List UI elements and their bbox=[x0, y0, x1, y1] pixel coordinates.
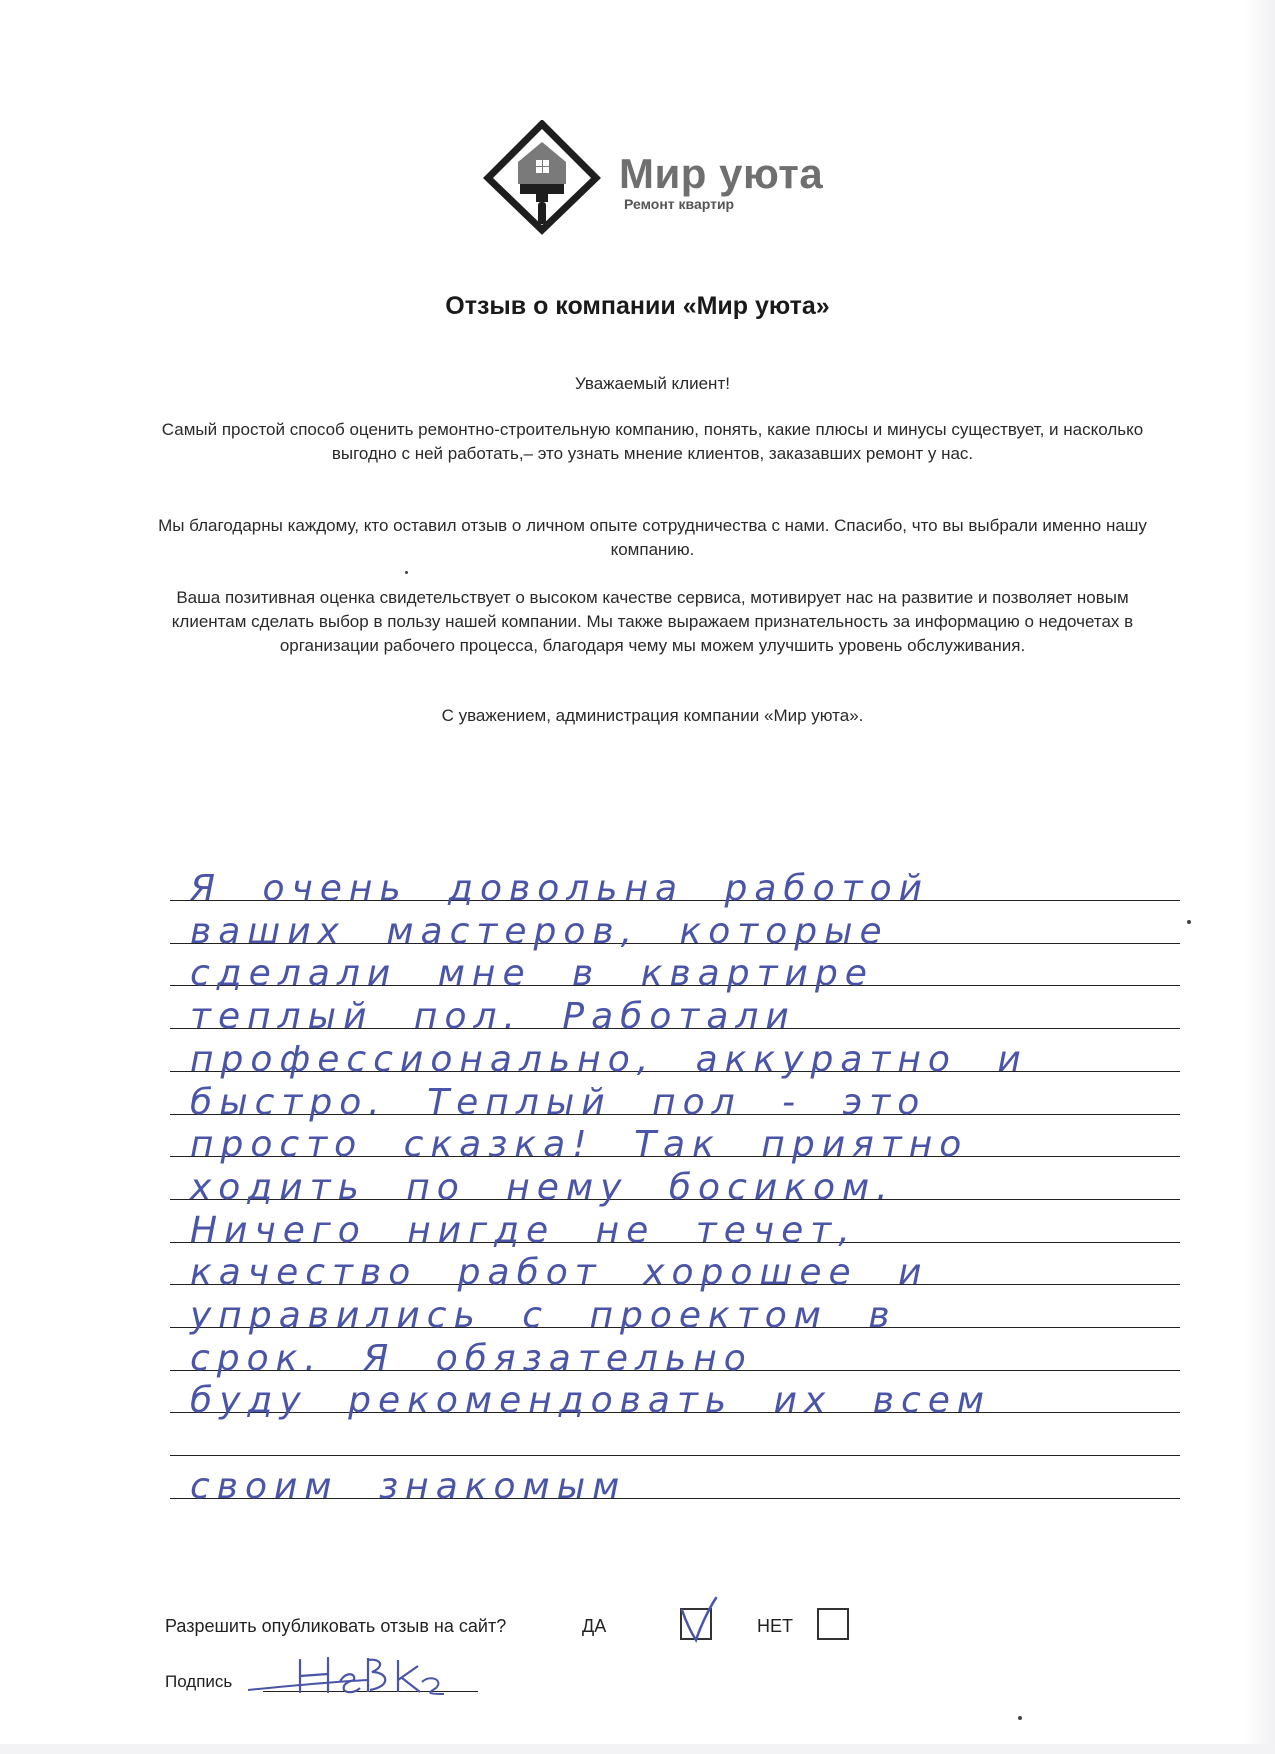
logo-name: Мир уюта bbox=[619, 150, 824, 197]
review-line: профессионально, аккуратно и bbox=[190, 1038, 1028, 1080]
page-title: Отзыв о компании «Мир уюта» bbox=[445, 292, 830, 320]
closing-signature: С уважением, администрация компании «Мир уюта». bbox=[441, 706, 864, 725]
signature-label: Подпись bbox=[165, 1672, 233, 1691]
checkmark-icon bbox=[676, 1596, 722, 1644]
scan-speck bbox=[405, 571, 408, 574]
review-line: ходить по нему босиком. bbox=[190, 1166, 895, 1208]
intro-paragraph-3: Ваша позитивная оценка свидетельствует о высоком качестве сервиса, мотивирует нас на развитие и позволяет новым клиентам сделать выбор в пользу нашей компании. Мы также выражаем признательность за информацию о недочетах в организации рабочего процесса, благодаря чему мы можем улучшить уровень обслуживания. bbox=[171, 588, 1134, 655]
scan-bottom-edge bbox=[0, 1744, 1275, 1754]
review-line: сделали мне в квартире bbox=[190, 953, 874, 995]
review-line: Я очень довольна работой bbox=[190, 868, 930, 909]
handwritten-signature bbox=[248, 1652, 498, 1702]
scan-speck bbox=[1187, 920, 1191, 924]
no-checkbox[interactable] bbox=[817, 1608, 849, 1640]
review-line: срок. Я обязательно bbox=[190, 1337, 753, 1379]
company-logo bbox=[482, 120, 842, 235]
review-line: быстро. Теплый пол - это bbox=[190, 1081, 927, 1123]
ruled-line bbox=[170, 1455, 1180, 1456]
review-line: просто сказка! Так приятно bbox=[190, 1124, 969, 1166]
review-line: теплый пол. Работали bbox=[190, 996, 796, 1038]
intro-paragraph-2: Мы благодарны каждому, кто оставил отзыв о личном опыте сотрудничества с нами. Спасибо, что вы выбрали именно нашу компанию. bbox=[158, 516, 1147, 559]
review-line: управились с проектом в bbox=[190, 1295, 897, 1336]
no-label: НЕТ bbox=[757, 1616, 793, 1636]
review-line: буду рекомендовать их всем bbox=[190, 1380, 992, 1422]
review-line: Ничего нигде не течет, bbox=[190, 1209, 857, 1251]
publish-question: Разрешить опубликовать отзыв на сайт? bbox=[165, 1616, 507, 1636]
scan-speck bbox=[1018, 1716, 1022, 1720]
intro-paragraph-1: Самый простой способ оценить ремонтно-строительную компанию, понять, какие плюсы и минусы существует, и насколько выгодно с ней работать,– это узнать мнение клиентов, заказавших ремонт у нас. bbox=[161, 420, 1144, 463]
review-line: ваших мастеров, которые bbox=[190, 910, 889, 952]
review-line: качество работ хорошее и bbox=[190, 1252, 929, 1294]
logo-subtitle: Ремонт квартир bbox=[624, 196, 735, 212]
review-line: своим знакомым bbox=[190, 1465, 627, 1507]
greeting: Уважаемый клиент! bbox=[575, 374, 730, 393]
scan-edge bbox=[1245, 0, 1275, 1754]
house-brush-icon bbox=[482, 120, 602, 235]
yes-label: ДА bbox=[582, 1616, 607, 1636]
